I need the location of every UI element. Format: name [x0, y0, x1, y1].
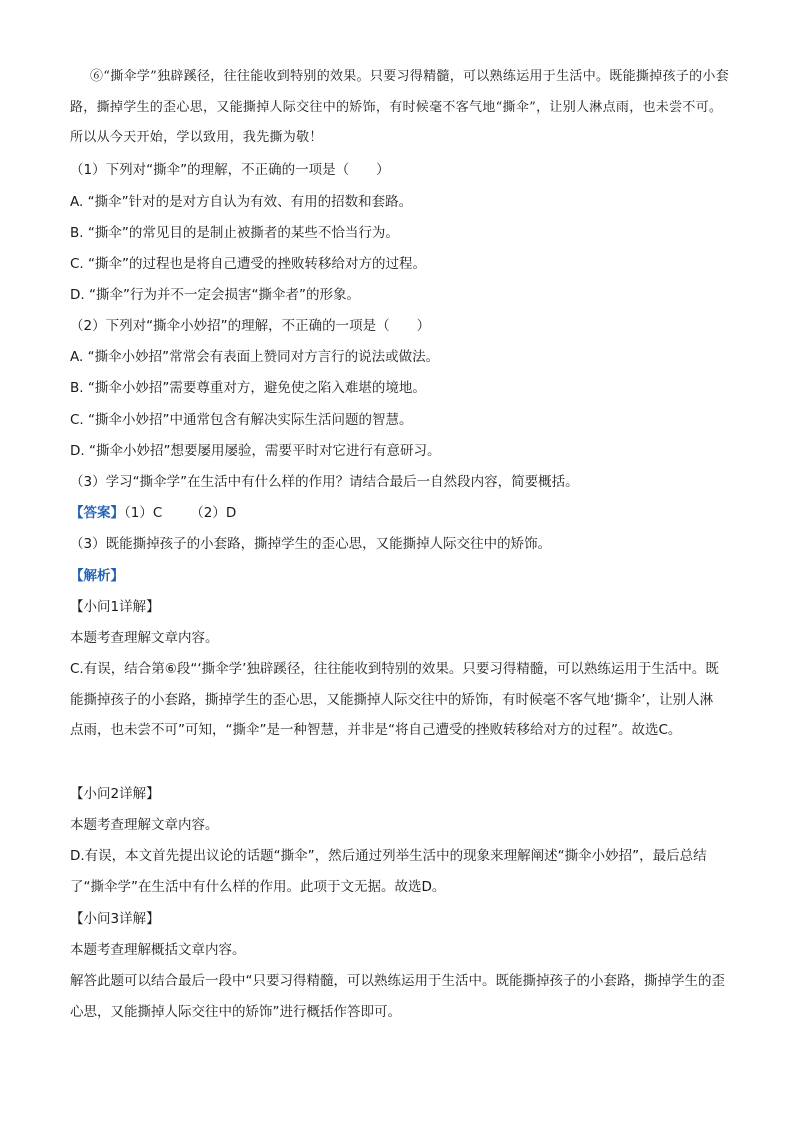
- analysis-3-intro: 本题考查理解概括文章内容。: [70, 942, 246, 958]
- answer-3: （3）既能撕掉孩子的小套路，撕掉学生的歪心思，又能撕掉人际交往中的矫饰。: [70, 536, 552, 552]
- question-2-option-d: D. “撕伞小妙招”想要屡用屡验，需要平时对它进行有意研习。: [70, 443, 441, 459]
- analysis-2-title: 【小问2详解】: [70, 786, 160, 802]
- answer-2: （2）D: [190, 505, 237, 521]
- analysis-1-intro: 本题考查理解文章内容。: [70, 630, 219, 646]
- analysis-1-title: 【小问1详解】: [70, 599, 160, 615]
- question-1-option-b: B. “撕伞”的常见目的是制止被撕者的某些不恰当行为。: [70, 225, 399, 241]
- analysis-1-body: C.有误，结合第⑥段“‘撕伞学’独辟蹊径，往往能收到特别的效果。只要习得精髓，可以熟练运用于生活中。既能撕掉孩子的小套路，撕掉学生的歪心思，又能撕掉人际交往中的矫饰，有时候毫不客气地‘撕伞’，让别人淋点雨，也未尝不可”可知，“撕伞”是一种智慧，并非是“将自己遭受的挫败转移给对方的过程”。故选C。: [70, 661, 719, 738]
- question-1-stem: （1）下列对“撕伞”的理解，不正确的一项是（ ）: [70, 162, 390, 178]
- analysis-label: 【解析】: [70, 568, 124, 584]
- question-1-option-a: A. “撕伞”针对的是对方自认为有效、有用的招数和套路。: [70, 194, 413, 210]
- question-2-option-a: A. “撕伞小妙招”常常会有表面上赞同对方言行的说法或做法。: [70, 349, 440, 365]
- analysis-3-title: 【小问3详解】: [70, 911, 160, 927]
- question-2-stem: （2）下列对“撕伞小妙招”的理解，不正确的一项是（ ）: [70, 318, 431, 334]
- question-1-option-d: D. “撕伞”行为并不一定会损害“撕伞者”的形象。: [70, 287, 360, 303]
- passage-paragraph-6: ⑥“撕伞学”独辟蹊径，往往能收到特别的效果。只要习得精髓，可以熟练运用于生活中。既能撕掉孩子的小套路，撕掉学生的歪心思，又能撕掉人际交往中的矫饰，有时候毫不客气地“撕伞”，让别人淋点雨，也未尝不可。所以从今天开始，学以致用，我先撕为敬！: [70, 69, 729, 145]
- answer-label: 【答案】: [70, 505, 124, 521]
- question-2-option-b: B. “撕伞小妙招”需要尊重对方，避免使之陷入难堪的境地。: [70, 380, 426, 396]
- question-1-option-c: C. “撕伞”的过程也是将自己遭受的挫败转移给对方的过程。: [70, 256, 426, 272]
- question-2-option-c: C. “撕伞小妙招”中通常包含有解决实际生活问题的智慧。: [70, 412, 413, 428]
- analysis-2-body: D.有误，本文首先提出议论的话题“撕伞”，然后通过列举生活中的现象来理解阐述“撕伞小妙招”，最后总结了“撕伞学”在生活中有什么样的作用。此项于文无据。故选D。: [70, 848, 707, 895]
- analysis-3-body: 解答此题可以结合最后一段中“只要习得精髓，可以熟练运用于生活中。既能撕掉孩子的小套路，撕掉学生的歪心思，又能撕掉人际交往中的矫饰”进行概括作答即可。: [70, 973, 725, 1020]
- answer-line: [70, 503, 730, 523]
- question-3-stem: （3）学习“撕伞学”在生活中有什么样的作用？请结合最后一自然段内容，简要概括。: [70, 474, 579, 490]
- analysis-2-intro: 本题考查理解文章内容。: [70, 817, 219, 833]
- answer-1: （1）C: [124, 505, 163, 521]
